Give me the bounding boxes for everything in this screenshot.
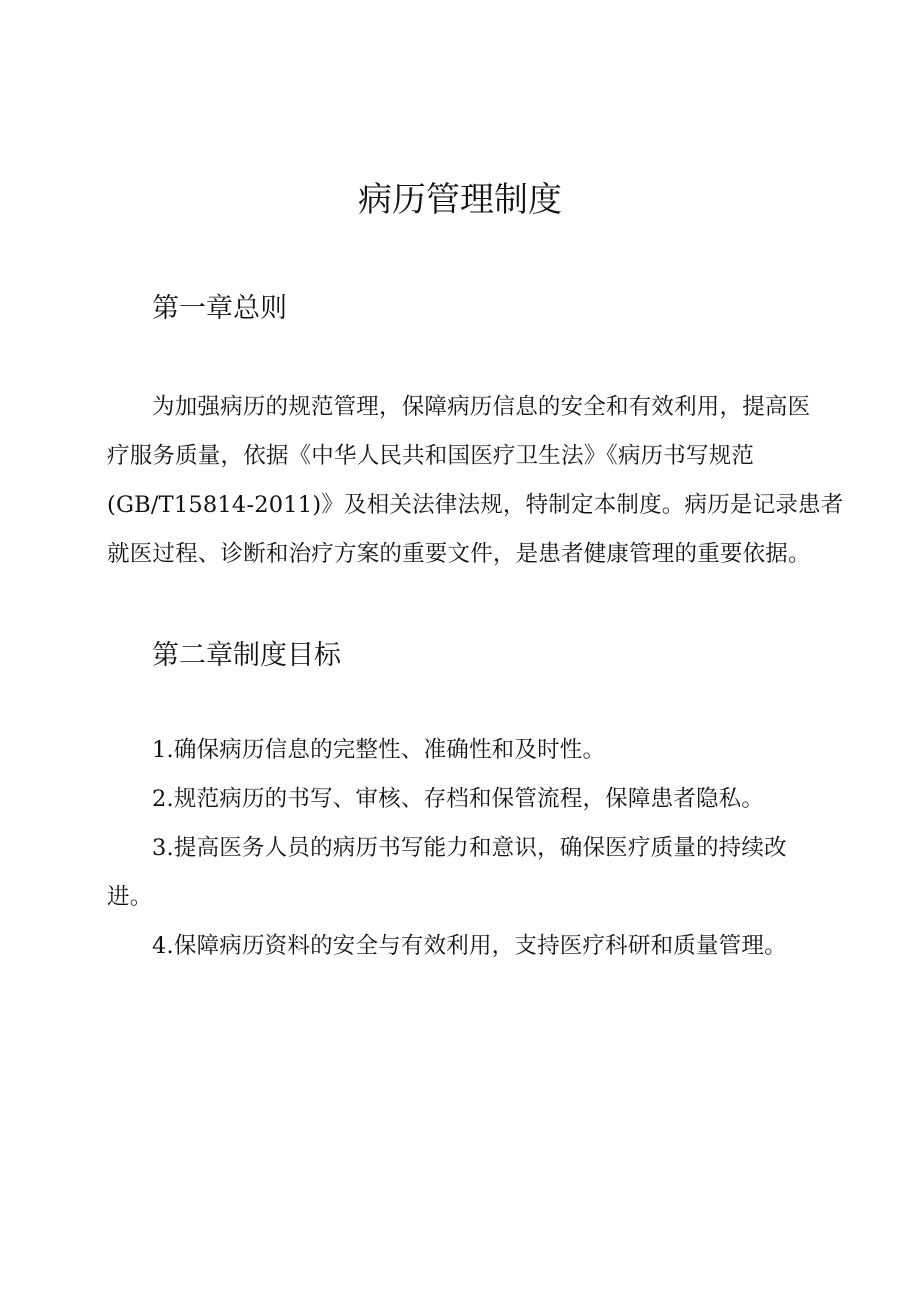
list-item [107,775,827,824]
paragraph-line: (GB/T15814-2011)》及相关法律法规，特制定本制度。病历是记录患者 [107,492,844,518]
list-item-number: 1 [152,737,167,763]
chapter1-paragraph [107,383,844,579]
chapter-heading-general: 第一章总则 [152,293,287,324]
list-item [107,726,827,775]
paragraph-line: 就医过程、诊断和治疗方案的重要文件，是患者健康管理的重要依据。 [107,541,811,567]
list-item [107,824,827,873]
list-item-number: 4 [152,933,167,959]
list-item-text: .确保病历信息的完整性、准确性和及时性。 [166,737,606,763]
paragraph-line: 疗服务质量，依据《中华人民共和国医疗卫生法》《病历书写规范 [107,443,755,469]
list-item-text: .保障病历资料的安全与有效利用，支持医疗科研和质量管理。 [166,933,787,959]
list-item-number: 2 [152,786,167,812]
paragraph-line: 为加强病历的规范管理，保障病历信息的安全和有效利用，提高医 [152,394,811,420]
chapter-heading-objectives: 第二章制度目标 [152,640,341,671]
objectives-list [107,726,827,971]
list-item-continuation: 进。 [107,884,153,910]
list-item [107,922,827,971]
list-item-number: 3 [152,835,167,861]
list-item-text: .提高医务人员的病历书写能力和意识，确保医疗质量的持续改 [166,835,787,861]
document-title: 病历管理制度 [358,180,562,220]
list-item-text: .规范病历的书写、审核、存档和保管流程，保障患者隐私。 [166,786,765,812]
